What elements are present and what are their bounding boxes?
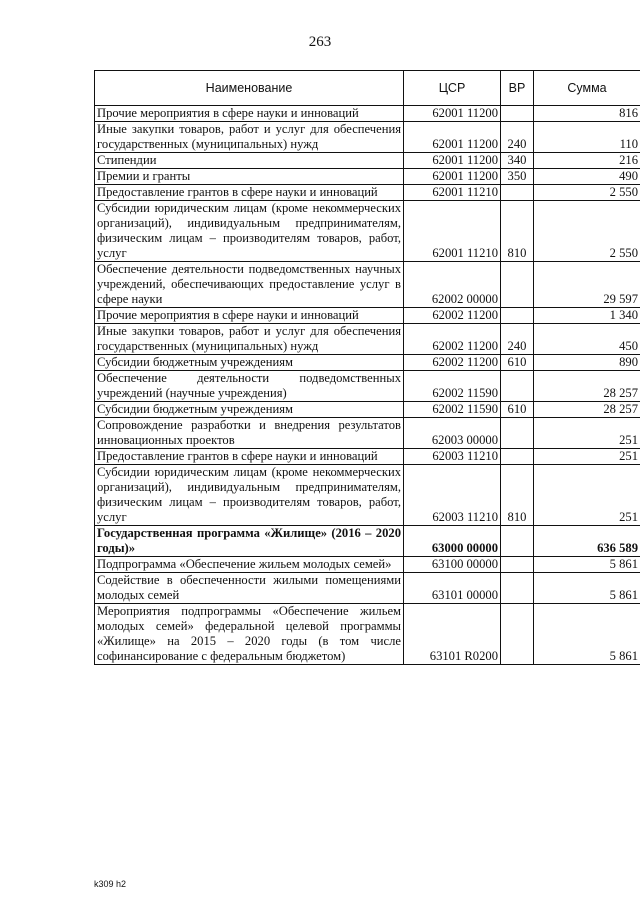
cell-csr: 62001 11200 (404, 153, 501, 169)
cell-name: Подпрограмма «Обеспечение жильем молодых семей» (95, 557, 404, 573)
cell-sum: 29 597 (534, 262, 640, 308)
cell-name: Субсидии юридическим лицам (кроме некоммерческих организаций), индивидуальным предпринимателям, физическим лицам – производителям товаров, работ, услуг (95, 465, 404, 526)
cell-csr: 62001 11200 (404, 122, 501, 153)
table-row (95, 201, 640, 262)
cell-vr (501, 308, 534, 324)
cell-sum: 2 550 (534, 185, 640, 201)
cell-csr: 62002 00000 (404, 262, 501, 308)
cell-csr: 62002 11200 (404, 308, 501, 324)
cell-vr: 240 (501, 122, 534, 153)
cell-vr (501, 371, 534, 402)
cell-name: Субсидии бюджетным учреждениям (95, 355, 404, 371)
cell-sum: 110 (534, 122, 640, 153)
cell-sum: 1 340 (534, 308, 640, 324)
cell-name: Предоставление грантов в сфере науки и инноваций (95, 185, 404, 201)
cell-sum: 28 257 (534, 371, 640, 402)
cell-name: Иные закупки товаров, работ и услуг для обеспечения государственных (муниципальных) нужд (95, 122, 404, 153)
cell-vr (501, 185, 534, 201)
cell-vr: 810 (501, 465, 534, 526)
budget-table (94, 70, 640, 665)
table-row (95, 573, 640, 604)
cell-vr (501, 449, 534, 465)
cell-csr: 62001 11210 (404, 185, 501, 201)
cell-vr (501, 418, 534, 449)
cell-sum: 816 (534, 106, 640, 122)
footer-code: k309 h2 (94, 879, 127, 889)
cell-csr: 62002 11590 (404, 402, 501, 418)
table-row (95, 185, 640, 201)
cell-sum: 890 (534, 355, 640, 371)
cell-csr: 62001 11200 (404, 169, 501, 185)
page-number: 263 (308, 34, 332, 50)
table-row (95, 169, 640, 185)
header-vr: ВР (501, 71, 534, 106)
cell-csr: 63101 R0200 (404, 604, 501, 665)
cell-sum: 5 861 (534, 573, 640, 604)
table-row (95, 604, 640, 665)
cell-vr: 350 (501, 169, 534, 185)
cell-vr: 610 (501, 355, 534, 371)
cell-vr (501, 557, 534, 573)
cell-sum: 5 861 (534, 604, 640, 665)
cell-vr: 340 (501, 153, 534, 169)
cell-name: Предоставление грантов в сфере науки и инноваций (95, 449, 404, 465)
cell-name: Премии и гранты (95, 169, 404, 185)
cell-name: Прочие мероприятия в сфере науки и инноваций (95, 106, 404, 122)
table-row (95, 262, 640, 308)
table-header-row (95, 71, 640, 106)
cell-name: Иные закупки товаров, работ и услуг для обеспечения государственных (муниципальных) нужд (95, 324, 404, 355)
cell-csr: 62003 00000 (404, 418, 501, 449)
cell-vr (501, 604, 534, 665)
table-row (95, 122, 640, 153)
cell-vr (501, 573, 534, 604)
table-row (95, 402, 640, 418)
cell-sum: 251 (534, 449, 640, 465)
table-row (95, 526, 640, 557)
table-row (95, 153, 640, 169)
cell-csr: 62003 11210 (404, 449, 501, 465)
cell-sum: 490 (534, 169, 640, 185)
cell-vr (501, 106, 534, 122)
table-row (95, 355, 640, 371)
table-row (95, 465, 640, 526)
cell-name: Субсидии юридическим лицам (кроме некоммерческих организаций), индивидуальным предпринимателям, физическим лицам – производителям товаров, работ, услуг (95, 201, 404, 262)
cell-vr (501, 526, 534, 557)
cell-vr: 610 (501, 402, 534, 418)
cell-vr: 810 (501, 201, 534, 262)
cell-name: Обеспечение деятельности подведомственных учреждений (научные учреждения) (95, 371, 404, 402)
cell-sum: 216 (534, 153, 640, 169)
cell-sum: 251 (534, 418, 640, 449)
header-sum: Сумма (534, 71, 640, 106)
header-name: Наименование (95, 71, 404, 106)
cell-sum: 2 550 (534, 201, 640, 262)
cell-name: Обеспечение деятельности подведомственных научных учреждений, обеспечивающих предоставление услуг в сфере науки (95, 262, 404, 308)
cell-csr: 62003 11210 (404, 465, 501, 526)
cell-csr: 62002 11200 (404, 324, 501, 355)
cell-name: Стипендии (95, 153, 404, 169)
cell-sum: 251 (534, 465, 640, 526)
cell-name: Содействие в обеспеченности жилыми помещениями молодых семей (95, 573, 404, 604)
table-row (95, 418, 640, 449)
cell-sum: 5 861 (534, 557, 640, 573)
header-csr: ЦСР (404, 71, 501, 106)
table-row (95, 308, 640, 324)
table-row (95, 371, 640, 402)
cell-name: Субсидии бюджетным учреждениям (95, 402, 404, 418)
cell-csr: 63000 00000 (404, 526, 501, 557)
table-row (95, 449, 640, 465)
cell-csr: 63100 00000 (404, 557, 501, 573)
cell-sum: 28 257 (534, 402, 640, 418)
cell-name: Прочие мероприятия в сфере науки и инноваций (95, 308, 404, 324)
cell-csr: 62002 11590 (404, 371, 501, 402)
cell-sum: 450 (534, 324, 640, 355)
cell-vr (501, 262, 534, 308)
cell-name: Сопровождение разработки и внедрения результатов инновационных проектов (95, 418, 404, 449)
cell-csr: 62002 11200 (404, 355, 501, 371)
table-row (95, 106, 640, 122)
table-body (95, 106, 640, 665)
cell-csr: 62001 11210 (404, 201, 501, 262)
cell-name: Мероприятия подпрограммы «Обеспечение жильем молодых семей» федеральной целевой программы «Жилище» на 2015 – 2020 годы (в том числе софинансирование с федеральным бюджетом) (95, 604, 404, 665)
cell-sum: 636 589 (534, 526, 640, 557)
table-row (95, 324, 640, 355)
cell-csr: 63101 00000 (404, 573, 501, 604)
table-row (95, 557, 640, 573)
cell-vr: 240 (501, 324, 534, 355)
cell-name: Государственная программа «Жилище» (2016 – 2020 годы)» (95, 526, 404, 557)
cell-csr: 62001 11200 (404, 106, 501, 122)
